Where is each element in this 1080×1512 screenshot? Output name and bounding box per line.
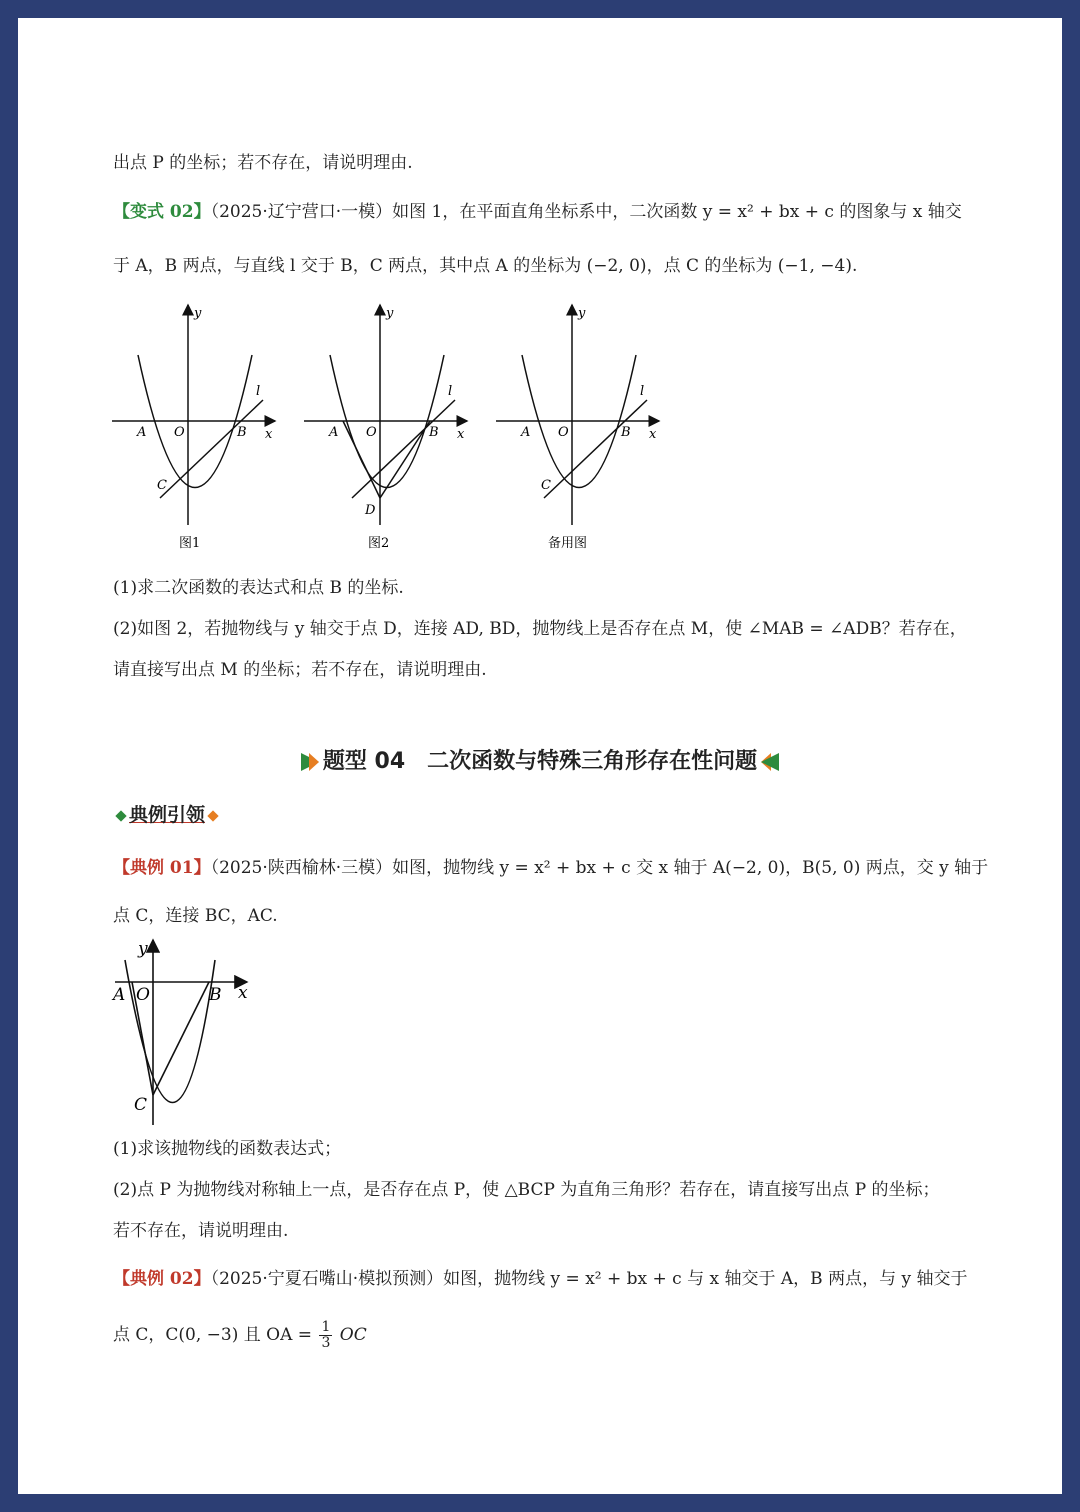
fig1-label-B: B (237, 425, 247, 440)
figure-2 (304, 305, 467, 525)
example-01-line2: 点 C，连接 BC，AC. (113, 906, 278, 926)
fig2-label-O: O (366, 425, 377, 440)
fig1-label-x: x (265, 427, 273, 442)
example-02-text3: OC (339, 1325, 367, 1345)
figure-example-01 (105, 935, 265, 1130)
ex1-label-A: A (113, 985, 126, 1005)
example-01-line1 (113, 855, 988, 881)
ex1-label-y: y (138, 939, 148, 959)
example-01-q1: (1)求该抛物线的函数表达式； (113, 1139, 342, 1159)
diamond-icon (207, 810, 218, 821)
subsection-title-text: 典例引领 (129, 804, 206, 826)
variant-02-line1 (113, 199, 962, 225)
example-02-text2: 点 C，C(0, −3) 且 OA = (113, 1325, 313, 1345)
ex1-label-x: x (238, 983, 248, 1003)
fig1-label-y: y (194, 306, 202, 321)
fig1-label-A: A (137, 425, 147, 440)
ex1-label-O: O (136, 985, 150, 1005)
variant-q2-line2: 请直接写出点 M 的坐标；若不存在，请说明理由. (113, 660, 487, 680)
fig2-label-A: A (329, 425, 339, 440)
ex1-label-C: C (134, 1095, 148, 1115)
subsection-title (113, 800, 221, 827)
example-02-line2 (113, 1320, 367, 1351)
fraction-denominator: 3 (321, 1335, 331, 1351)
fig3-label-y: y (578, 306, 586, 321)
fig3-label-x: x (649, 427, 657, 442)
fig1-label-O: O (174, 425, 185, 440)
fraction (319, 1320, 332, 1351)
fig3-label-C: C (541, 478, 551, 493)
fig3-label-B: B (621, 425, 631, 440)
fig3-caption: 备用图 (548, 536, 588, 551)
variant-text: （2025·辽宁营口·一模）如图 1，在平面直角坐标系中，二次函数 y = x² + bx + c 的图象与 x 轴交 (210, 202, 962, 222)
fig3-label-A: A (521, 425, 531, 440)
example-01-tag: 【典例 01】 (113, 858, 211, 878)
fig1-label-l: l (256, 384, 261, 399)
fig3-label-l: l (640, 384, 645, 399)
fig2-label-l: l (448, 384, 453, 399)
fig1-caption: 图1 (179, 536, 201, 551)
ex1-label-B: B (209, 985, 222, 1005)
figure-3 (496, 305, 659, 525)
example-02-line1 (113, 1266, 968, 1292)
example-01-q2-line2: 若不存在，请说明理由. (113, 1221, 289, 1241)
fraction-numerator: 1 (321, 1319, 331, 1335)
fig3-label-O: O (558, 425, 569, 440)
example-01-q2-line1: (2)点 P 为抛物线对称轴上一点，是否存在点 P，使 △BCP 为直角三角形？若存在，请直接写出点 P 的坐标； (113, 1180, 940, 1200)
text-line: 出点 P 的坐标；若不存在，请说明理由. (113, 153, 413, 173)
variant-q1: (1)求二次函数的表达式和点 B 的坐标. (113, 578, 404, 598)
example-01-text: （2025·陕西榆林·三模）如图，抛物线 y = x² + bx + c 交 x 轴于 A(−2, 0)，B(5, 0) 两点，交 y 轴于 (210, 858, 989, 878)
figure-1 (112, 305, 275, 525)
fig2-caption: 图2 (368, 536, 390, 551)
fig2-label-x: x (457, 427, 465, 442)
fig2-label-y: y (386, 306, 394, 321)
variant-tag: 【变式 02】 (113, 202, 211, 222)
arrow-right-accent-icon (309, 753, 319, 771)
example-02-tag: 【典例 02】 (113, 1269, 211, 1289)
example-02-text: （2025·宁夏石嘴山·模拟预测）如图，抛物线 y = x² + bx + c 与 x 轴交于 A，B 两点，与 y 轴交于 (210, 1269, 968, 1289)
section-title-text: 题型 04 二次函数与特殊三角形存在性问题 (322, 749, 758, 774)
section-title (0, 744, 1080, 775)
arrow-left-icon (761, 753, 779, 771)
figures-variant-02 (100, 300, 680, 560)
fig2-label-B: B (429, 425, 439, 440)
variant-02-line2: 于 A，B 两点，与直线 l 交于 B，C 两点，其中点 A 的坐标为 (−2, 0)，点 C 的坐标为 (−1, −4). (113, 256, 858, 276)
fig2-label-D: D (365, 503, 376, 518)
variant-q2-line1: (2)如图 2，若抛物线与 y 轴交于点 D，连接 AD, BD，抛物线上是否存在点 M，使 ∠MAB = ∠ADB？若存在， (113, 619, 967, 639)
diamond-icon (115, 810, 126, 821)
fig1-label-C: C (157, 478, 167, 493)
